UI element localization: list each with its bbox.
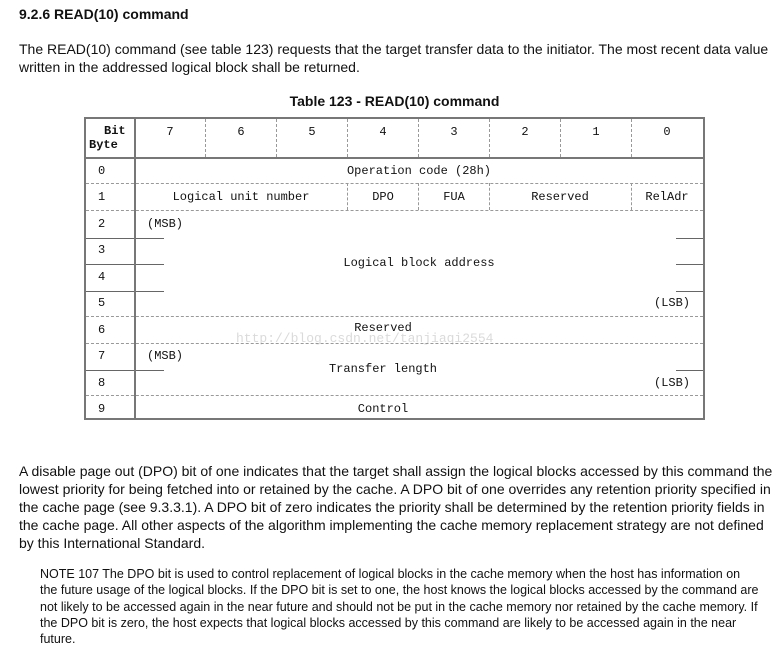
row-divider — [86, 238, 136, 239]
row-divider — [86, 264, 136, 265]
bit-6-label: 6 — [237, 125, 245, 139]
lba-msb-label: (MSB) — [147, 217, 184, 231]
fua-field: FUA — [443, 190, 465, 204]
field-tick — [136, 291, 164, 292]
row-divider — [86, 370, 136, 371]
lun-field: Logical unit number — [172, 190, 310, 204]
bit-4-label: 4 — [379, 125, 387, 139]
row-divider — [86, 210, 703, 211]
byte-9-label: 9 — [98, 402, 106, 416]
bit-1-label: 1 — [592, 125, 600, 139]
byte1-reserved-field: Reserved — [531, 190, 589, 204]
bit-3-label: 3 — [450, 125, 458, 139]
bit-divider — [489, 183, 490, 210]
dpo-paragraph: A disable page out (DPO) bit of one indicates that the target shall assign the logical blocks accessed by this command the lowest priority for being fetched into or retained by the cache. A DPO bit of one overrides any retention priority specified in the cache page (see 9.3.3.1). A DPO bit of zero indicates the priority shall be determined by the retention priority fields in the cache page. All other aspects of the algorithm implementing the cache memory replacement strategy are not defined by this International Standard. — [19, 463, 773, 551]
bit-2-label: 2 — [521, 125, 529, 139]
byte-1-label: 1 — [98, 190, 106, 204]
table-caption: Table 123 - READ(10) command — [289, 93, 500, 109]
bit-divider — [276, 119, 277, 157]
bit-divider — [347, 119, 348, 157]
bit-divider — [631, 119, 632, 157]
field-tick — [676, 264, 703, 265]
byte-8-label: 8 — [98, 376, 106, 390]
bit-divider — [560, 119, 561, 157]
row-divider — [86, 395, 703, 396]
byte-2-label: 2 — [98, 217, 106, 231]
intro-paragraph: The READ(10) command (see table 123) requests that the target transfer data to the initiator. The most recent data value written in the addressed logical block shall be returned. — [19, 41, 769, 75]
bit-divider — [205, 119, 206, 157]
header-divider — [86, 157, 703, 159]
header-byte: Byte — [89, 138, 118, 152]
bit-divider — [347, 183, 348, 210]
bit-divider — [631, 183, 632, 210]
bit-5-label: 5 — [308, 125, 316, 139]
lba-field: Logical block address — [343, 256, 495, 270]
row-divider — [86, 183, 703, 184]
field-tick — [676, 291, 703, 292]
transfer-length-field: Transfer length — [328, 362, 438, 376]
byte-7-label: 7 — [98, 349, 106, 363]
opcode-field: Operation code (28h) — [346, 164, 492, 178]
bit-divider — [418, 119, 419, 157]
dpo-field: DPO — [372, 190, 394, 204]
section-heading: 9.2.6 READ(10) command — [19, 6, 189, 22]
byte-3-label: 3 — [98, 243, 106, 257]
field-tick — [676, 370, 703, 371]
bit-divider — [418, 183, 419, 210]
control-field: Control — [357, 402, 409, 416]
byte-0-label: 0 — [98, 164, 106, 178]
bit-divider — [489, 119, 490, 157]
byte-6-label: 6 — [98, 323, 106, 337]
note-107: NOTE 107 The DPO bit is used to control replacement of logical blocks in the cache memory when the host has information on the future usage of the logical blocks. If the DPO bit is set to one, the host knows the logical blocks accessed by the command are not likely to be accessed again in the near future and should not be put in the cache memory nor retained by the cache memory. If the DPO bit is zero, the host expects that logical blocks accessed by this command are likely to be accessed again in the near future. — [40, 567, 759, 647]
field-tick — [136, 238, 164, 239]
header-bit: Bit — [104, 124, 126, 138]
row-divider — [86, 291, 136, 292]
byte-5-label: 5 — [98, 296, 106, 310]
field-tick — [136, 370, 164, 371]
bit-7-label: 7 — [166, 125, 174, 139]
tl-msb-label: (MSB) — [147, 349, 184, 363]
reladr-field: RelAdr — [645, 190, 689, 204]
lba-lsb-label: (LSB) — [654, 296, 691, 310]
field-tick — [136, 264, 164, 265]
byte-column-divider — [134, 119, 136, 418]
row-divider — [86, 316, 703, 317]
field-tick — [676, 238, 703, 239]
watermark-text: http://blog.csdn.net/tanjiaqi2554 — [236, 331, 494, 346]
byte6-reserved-field: Reserved — [354, 321, 412, 335]
byte-4-label: 4 — [98, 270, 106, 284]
read10-cdb-table — [84, 117, 705, 420]
bit-0-label: 0 — [663, 125, 671, 139]
tl-lsb-label: (LSB) — [654, 376, 691, 390]
